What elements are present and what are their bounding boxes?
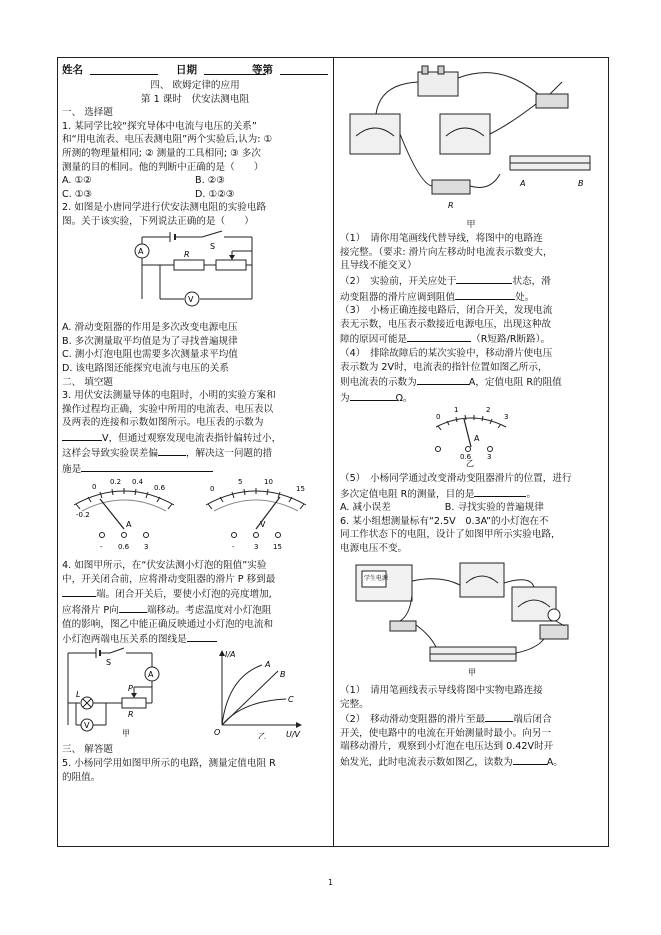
- figure-caption: 乙: [466, 459, 474, 468]
- q4-text: [62, 631, 328, 647]
- ammeter-label: A: [148, 669, 154, 679]
- q4-blank-end[interactable]: [62, 586, 96, 597]
- curve-c: [222, 699, 286, 725]
- q1-text: 1. 某同学比较“探究导体中电流与电压的关系”: [62, 120, 257, 132]
- q1-option-b[interactable]: B. ②③: [195, 175, 225, 187]
- grade-blank[interactable]: [280, 64, 328, 75]
- voltmeter-label: V: [188, 294, 194, 304]
- voltmeter-label: V: [84, 720, 90, 730]
- tick-label: -0.2: [76, 510, 90, 519]
- text-part: （2） 移动滑动变阻器的滑片至最: [340, 714, 486, 726]
- q1-option-a[interactable]: A. ①②: [62, 175, 92, 187]
- tick-label: 10: [264, 477, 273, 486]
- q5-part4: （4） 排除故障后的某次实验中，移动滑片使电压: [340, 347, 553, 359]
- q5-part5: （5） 小杨同学通过改变滑动变阻器滑片的位置，进行: [340, 472, 572, 484]
- x-axis-label: U/V: [286, 729, 301, 739]
- q5-ammeter-yi: [340, 405, 602, 467]
- text-part: A。: [546, 757, 563, 769]
- q4-graph-yi: [214, 650, 302, 739]
- figure-caption: 甲: [468, 668, 476, 678]
- figure-caption: 乙: [258, 731, 266, 739]
- q6-part2: 端移动滑片，观察到小灯泡在电压达到 0.42V时开: [340, 741, 554, 753]
- q2-option-a[interactable]: A. 滑动变阻器的作用是多次改变电源电压: [62, 322, 238, 334]
- terminal-label: -: [100, 542, 103, 551]
- slider-arrow: [131, 693, 137, 698]
- tick-label: 1: [454, 406, 459, 415]
- slider-label: P: [128, 683, 133, 693]
- right-column: [340, 64, 602, 770]
- tick-label: 0.4: [132, 477, 144, 486]
- q5-part1: （1） 请你用笔画线代替导线，将图中的电路连: [340, 233, 543, 245]
- q6-part2: [340, 711, 602, 727]
- q6-part2: [340, 754, 602, 770]
- q6-blank-reading[interactable]: [513, 754, 547, 765]
- q1-text: 和“用电流表、电压表测电阻”两个实验后,认为: ①: [62, 134, 273, 146]
- q4-circuit-jia: [68, 648, 159, 731]
- slider-arrow: [229, 255, 235, 260]
- q4-text-part: 端移动。考虑温度对小灯泡阻: [146, 605, 272, 617]
- terminal-label: 3: [487, 453, 492, 462]
- q3-text: [62, 461, 328, 477]
- q1-text: 测量的目的相同。他的判断中正确的是（ ）: [62, 161, 264, 173]
- q5-option-a[interactable]: A. 减小误差: [340, 502, 391, 514]
- q1-option-d[interactable]: D. ①②③: [195, 188, 235, 200]
- q6-part1: （1） 请用笔画线表示导线将图中实物电路连接: [340, 685, 543, 697]
- tick-label: 15: [296, 484, 305, 493]
- curve-label: C: [288, 694, 294, 704]
- curve-label: A: [265, 659, 271, 669]
- terminal-label: 3: [254, 542, 259, 551]
- text-part: 多次定值电阻 R的测量，目的是: [340, 488, 475, 500]
- ammeter-dial: [74, 478, 174, 551]
- figure-caption: 甲: [122, 728, 130, 738]
- curve-a: [222, 665, 262, 725]
- section-heading: 一、 选择题: [62, 107, 114, 119]
- section-heading: 二、 填空题: [62, 376, 114, 388]
- q6-text: 同工作状态下的电阻，设计了如图甲所示实验电路，: [340, 529, 561, 541]
- q5-blank-switch-state[interactable]: [456, 273, 512, 284]
- chapter-title: 四、 欧姆定律的应用: [150, 80, 240, 91]
- unit-label: A: [126, 519, 132, 529]
- q3-text-part: ，解决这一问题的措: [185, 448, 273, 460]
- text-part: A，定值电阻 R的阻值: [468, 377, 562, 389]
- q4-text: [62, 602, 328, 618]
- tick-label: 3: [504, 413, 509, 422]
- q3-text-part: 施是: [62, 464, 82, 476]
- q4-text: 值的影响，图乙中能正确反映通过小灯泡的电流和: [62, 618, 274, 630]
- resistor-label: R: [128, 709, 134, 719]
- terminal-label: 15: [273, 542, 282, 551]
- text-part: 。: [526, 488, 537, 500]
- left-column: [62, 64, 328, 784]
- text-part: 状态，滑: [512, 275, 551, 287]
- text-part: （R短路/R断路）。: [471, 334, 551, 346]
- q6-blank-end[interactable]: [485, 711, 513, 722]
- q1-option-c[interactable]: C. ①③: [62, 188, 92, 200]
- q5-part3: 表无示数，电压表示数接近电源电压，出现这种故: [340, 318, 552, 330]
- switch-label: S: [210, 241, 216, 251]
- name-label: 姓名: [62, 64, 83, 76]
- q4-text: 4. 如图甲所示，在“伏安法测小灯泡的阻值”实验: [62, 560, 267, 572]
- source-label: 学生电源: [364, 575, 389, 583]
- q1-options-row: [62, 188, 328, 202]
- tick-label: 2: [486, 406, 491, 415]
- q2-option-d[interactable]: D. 该电路图还能探究电流与电压的关系: [62, 362, 229, 374]
- tick-label: 0: [92, 482, 97, 491]
- lesson-title: 第 1 课时 伏安法测电阻: [140, 93, 250, 105]
- q5-part5-options: [340, 501, 602, 515]
- resistor-label: R: [184, 249, 190, 259]
- terminal-label: 0.6: [118, 542, 130, 551]
- q2-circuit-diagram: [62, 229, 328, 317]
- q5-option-b[interactable]: B. 寻找实验的普遍规律: [444, 502, 544, 514]
- q3-blank-error[interactable]: [158, 445, 186, 456]
- q2-option-c[interactable]: C. 测小灯泡电阻也需要多次测量求平均值: [62, 349, 238, 361]
- q6-text: 电源电压不变。: [340, 542, 408, 554]
- q4-figures: [62, 647, 328, 739]
- figure-caption: 甲: [466, 219, 476, 230]
- q3-text-part: 这样会导致实验误差偏: [62, 448, 158, 460]
- voltmeter-dial: [206, 478, 306, 551]
- q4-text-part: 端。闭合开关后，要使小灯泡的亮度增加,: [96, 589, 272, 601]
- grade-label: 等第: [252, 64, 273, 76]
- q5-part3: （3） 小杨正确连接电路后，闭合开关，发现电流: [340, 305, 553, 317]
- q3-text: [62, 430, 328, 446]
- q4-text: [62, 586, 328, 602]
- origin-label: O: [214, 727, 221, 737]
- q6-apparatus-figure: [340, 555, 602, 679]
- terminal-label: 3: [144, 542, 149, 551]
- unit-label: V: [260, 519, 266, 529]
- text-part: 为: [340, 392, 350, 404]
- q5-part1: 接完整。（要求: 滑片向左移动时电流表示数变大，: [340, 246, 553, 258]
- q4-text: 中，开关闭合前，应将滑动变阻器的滑片 P 移到最: [62, 573, 276, 585]
- q5-blank-purpose[interactable]: [474, 486, 526, 497]
- terminal-label: -: [232, 542, 235, 551]
- q2-text: 2. 如图是小唐同学进行伏安法测电阻的实验电路: [62, 202, 267, 214]
- q4-text-part: 小灯泡两端电压关系的图线是: [62, 634, 187, 646]
- text-part: （2） 实验前，开关应处于: [340, 275, 457, 287]
- q3-text: 3. 用伏安法测量导体的电阻时，小明的实验方案和: [62, 390, 276, 402]
- q6-part2: 开关，使电路中的电流在开始测量时最小。向另一: [340, 727, 552, 739]
- page-number: 1: [327, 878, 334, 887]
- section-heading: 三、 解答题: [62, 744, 114, 756]
- lamp-label: L: [76, 689, 81, 699]
- terminal-label-b: B: [578, 179, 584, 188]
- q5-part1: 且导线不能交叉）: [340, 260, 417, 272]
- q3-text: [62, 445, 328, 461]
- column-divider: [333, 57, 334, 847]
- ammeter-label: A: [138, 246, 144, 256]
- curve-label: B: [280, 669, 286, 679]
- q4-blank-curve[interactable]: [187, 631, 217, 642]
- q5-part4: [340, 390, 602, 406]
- q5-text: 5. 小杨同学用如图甲所示的电路，测量定值电阻 R: [62, 758, 276, 769]
- tick-label: 0: [436, 413, 441, 422]
- q5-apparatus-figure: [340, 64, 602, 214]
- q3-text: 操作过程均正确，实验中所用的电流表、电压表以: [62, 403, 274, 415]
- q3-text: 及两表的连接和示数如图所示。电压表的示数为: [62, 417, 264, 429]
- q5-part5: [340, 486, 602, 502]
- q1-options-row: [62, 174, 328, 188]
- q5-part3: [340, 331, 602, 347]
- q5-part2: [340, 273, 602, 289]
- tick-label: 5: [238, 477, 243, 486]
- text-part: 动变阻器的滑片应调到阻值: [340, 291, 456, 303]
- y-axis-label: I/A: [225, 649, 236, 659]
- q3-meters: [62, 477, 328, 555]
- q5-part4: 表示数为 2V时，电流表的指针位置如图乙所示，: [340, 361, 548, 373]
- q5-blank-resistance[interactable]: [455, 289, 515, 300]
- tick-label: 0: [210, 484, 215, 493]
- q5-blank-fault[interactable]: [407, 331, 471, 342]
- date-label: 日期: [176, 64, 197, 76]
- q3-blank-voltage[interactable]: [62, 430, 102, 441]
- q2-option-b[interactable]: B. 多次测量取平均值是为了寻找普遍规律: [62, 335, 238, 347]
- unit-label: A: [474, 434, 480, 444]
- q4-blank-direction[interactable]: [119, 602, 147, 613]
- terminal-label: 0.6: [460, 453, 472, 462]
- q3-text-part: V，但通过观察发现电流表指针偏转过小，: [102, 432, 282, 444]
- tick-label: 0.6: [154, 483, 166, 492]
- resistor-label: R: [448, 201, 454, 210]
- q3-blank-measure[interactable]: [81, 461, 213, 472]
- name-blank[interactable]: [90, 64, 158, 75]
- tick-label: 0.2: [110, 477, 122, 486]
- q5-part2: [340, 289, 602, 305]
- q5-part4: [340, 374, 602, 390]
- q4-text-part: 应将滑片 P向: [62, 605, 119, 617]
- q6-text: 6. 某小组想测量标有“2.5V 0.3A”的小灯泡在不: [340, 515, 549, 527]
- q5-text: 的阻值。: [62, 771, 101, 783]
- q5-blank-current[interactable]: [417, 374, 469, 385]
- terminal-label-a: A: [520, 179, 526, 188]
- header-row: [62, 64, 328, 79]
- text-part: 处。: [515, 291, 535, 303]
- text-part: 始发光，此时电流表示数如图乙，读数为: [340, 757, 513, 769]
- q1-text: 所测的物理量相同; ② 测量的工具相同; ③ 多次: [62, 147, 261, 159]
- q2-text: 图。关于该实验，下列说法正确的是（ ）: [62, 215, 254, 227]
- switch-label: S: [106, 657, 112, 667]
- text-part: 则电流表的示数为: [340, 377, 417, 389]
- text-part: Ω。: [395, 392, 413, 404]
- text-part: 障的原因可能是: [340, 334, 408, 346]
- q6-part1: 完整。: [340, 698, 369, 710]
- q5-blank-resistance-value[interactable]: [350, 390, 396, 401]
- text-part: 端后闭合: [513, 714, 552, 726]
